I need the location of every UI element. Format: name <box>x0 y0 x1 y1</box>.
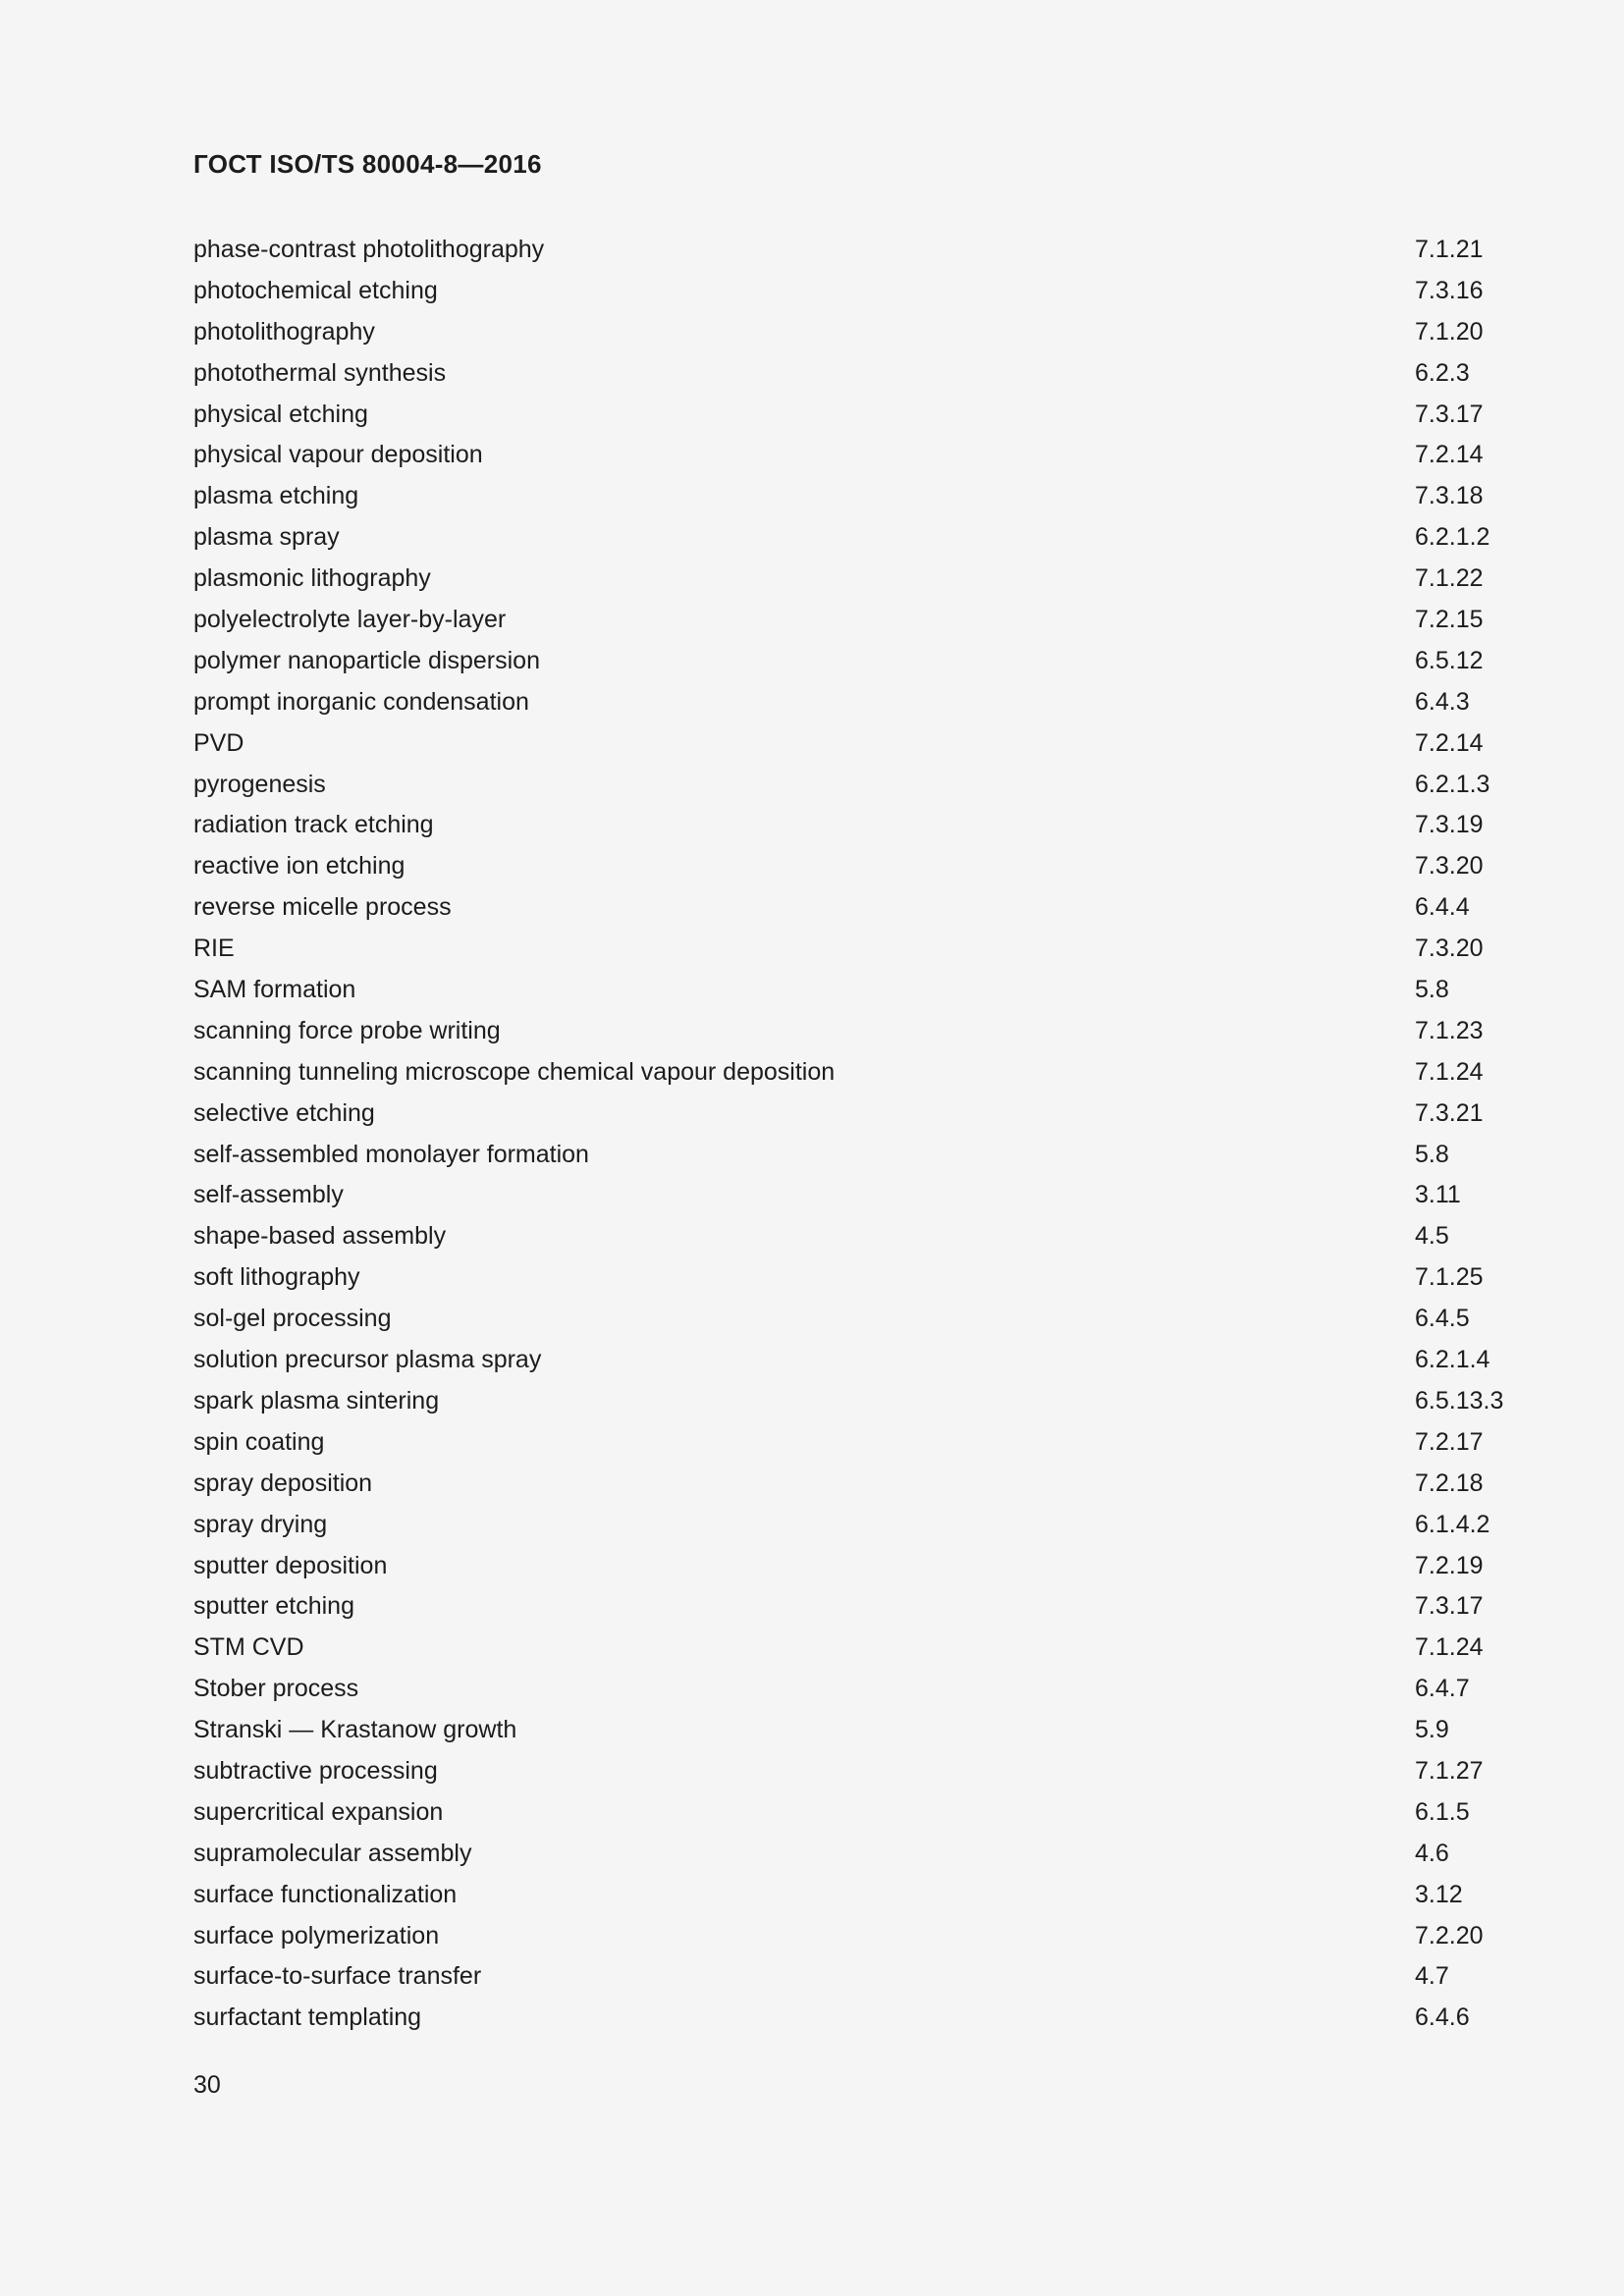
index-entry <box>193 1916 1484 1957</box>
index-term: spark plasma sintering <box>193 1386 440 1415</box>
index-entry <box>193 846 1484 887</box>
index-entry <box>193 1216 1470 1257</box>
index-term: photolithography <box>193 317 375 346</box>
index-entry <box>193 1956 1470 1998</box>
index-section-ref: 7.1.24 <box>1415 1057 1484 1086</box>
index-section-ref: 7.3.19 <box>1415 811 1484 839</box>
index-section-ref: 7.2.17 <box>1415 1427 1484 1456</box>
index-term: prompt inorganic condensation <box>193 687 529 716</box>
index-entry <box>193 1875 1470 1916</box>
index-term: physical etching <box>193 400 368 428</box>
index-section-ref: 4.6 <box>1415 1839 1449 1867</box>
index-section-ref: 6.4.7 <box>1415 1675 1470 1703</box>
index-term: scanning tunneling microscope chemical vapour deposition <box>193 1057 836 1086</box>
index-section-ref: 7.1.22 <box>1415 564 1484 593</box>
index-term: polyelectrolyte layer-by-layer <box>193 606 507 634</box>
index-section-ref: 6.5.13.3 <box>1415 1386 1504 1415</box>
index-term: photochemical etching <box>193 276 438 304</box>
index-term: reverse micelle process <box>193 893 452 922</box>
index-section-ref: 5.9 <box>1415 1716 1449 1744</box>
index-section-ref: 7.2.18 <box>1415 1468 1484 1497</box>
index-term: spray drying <box>193 1510 328 1538</box>
index-section-ref: 6.4.4 <box>1415 893 1470 922</box>
index-section-ref: 5.8 <box>1415 976 1449 1004</box>
index-entry <box>193 1710 1470 1751</box>
index-entry <box>193 435 1484 476</box>
index-term: plasmonic lithography <box>193 564 431 593</box>
index-entry <box>193 887 1470 929</box>
alphabetical-index-list <box>193 230 1504 2039</box>
index-section-ref: 6.2.3 <box>1415 358 1470 387</box>
index-section-ref: 7.1.20 <box>1415 317 1484 346</box>
index-term: phase-contrast photolithography <box>193 236 545 263</box>
index-section-ref: 7.3.20 <box>1415 852 1484 881</box>
index-entry <box>193 1257 1484 1299</box>
index-section-ref: 7.1.27 <box>1415 1756 1484 1785</box>
index-term: surface-to-surface transfer <box>193 1962 482 1991</box>
index-section-ref: 7.2.20 <box>1415 1921 1484 1949</box>
index-term: SAM formation <box>193 976 356 1004</box>
index-term: sputter etching <box>193 1592 354 1621</box>
index-section-ref: 6.2.1.2 <box>1415 523 1490 552</box>
index-entry <box>193 682 1470 723</box>
index-term: pyrogenesis <box>193 770 326 798</box>
index-section-ref: 3.11 <box>1415 1181 1461 1209</box>
index-term: sol-gel processing <box>193 1305 392 1333</box>
index-entry <box>193 1381 1504 1422</box>
index-entry <box>193 1546 1484 1587</box>
index-term: radiation track etching <box>193 811 434 839</box>
index-section-ref: 6.5.12 <box>1415 646 1484 674</box>
index-term: self-assembled monolayer formation <box>193 1140 589 1168</box>
index-entry <box>193 230 1484 271</box>
index-section-ref: 7.2.14 <box>1415 728 1484 757</box>
index-section-ref: 7.2.19 <box>1415 1551 1484 1579</box>
index-entry <box>193 476 1484 517</box>
index-section-ref: 7.3.17 <box>1415 400 1484 428</box>
index-entry <box>193 1422 1484 1464</box>
index-section-ref: 7.1.25 <box>1415 1263 1484 1292</box>
index-term: solution precursor plasma spray <box>193 1346 542 1374</box>
index-entry <box>193 805 1484 846</box>
index-term: sputter deposition <box>193 1551 388 1579</box>
index-section-ref: 7.3.20 <box>1415 934 1484 963</box>
index-entry <box>193 929 1484 970</box>
index-section-ref: 6.4.5 <box>1415 1305 1470 1333</box>
index-section-ref: 7.3.18 <box>1415 482 1484 510</box>
index-section-ref: 4.5 <box>1415 1222 1449 1251</box>
index-section-ref: 7.2.15 <box>1415 606 1484 634</box>
index-section-ref: 6.2.1.4 <box>1415 1346 1490 1374</box>
index-entry <box>193 1175 1470 1216</box>
index-term: supercritical expansion <box>193 1797 444 1826</box>
index-entry <box>193 271 1484 312</box>
index-entry <box>193 1586 1484 1628</box>
index-section-ref: 6.1.5 <box>1415 1797 1470 1826</box>
index-term: spin coating <box>193 1427 325 1456</box>
index-entry <box>193 517 1490 559</box>
index-section-ref: 7.1.23 <box>1415 1016 1484 1044</box>
index-term: STM CVD <box>193 1633 304 1662</box>
index-section-ref: 5.8 <box>1415 1140 1449 1168</box>
index-section-ref: 6.4.6 <box>1415 2003 1470 2032</box>
index-term: scanning force probe writing <box>193 1016 501 1044</box>
index-entry <box>193 353 1470 395</box>
index-term: supramolecular assembly <box>193 1839 472 1867</box>
index-term: subtractive processing <box>193 1756 438 1785</box>
index-term: surfactant templating <box>193 2003 422 2032</box>
index-entry <box>193 1299 1470 1340</box>
index-entry <box>193 395 1484 436</box>
index-section-ref: 7.3.16 <box>1415 276 1484 304</box>
index-term: surface functionalization <box>193 1880 458 1908</box>
index-entry <box>193 1628 1484 1669</box>
index-term: shape-based assembly <box>193 1222 447 1251</box>
index-entry <box>193 1094 1484 1135</box>
index-term: surface polymerization <box>193 1921 440 1949</box>
index-entry <box>193 1464 1484 1505</box>
index-entry <box>193 559 1484 600</box>
index-term: plasma spray <box>193 523 340 552</box>
index-term: plasma etching <box>193 482 359 510</box>
index-section-ref: 7.1.21 <box>1415 236 1484 263</box>
index-term: physical vapour deposition <box>193 441 483 469</box>
index-entry <box>193 1998 1470 2039</box>
index-entry <box>193 1505 1490 1546</box>
index-section-ref: 6.1.4.2 <box>1415 1510 1490 1538</box>
index-section-ref: 6.2.1.3 <box>1415 770 1490 798</box>
index-entry <box>193 312 1484 353</box>
index-entry <box>193 1011 1484 1052</box>
index-term: soft lithography <box>193 1263 360 1292</box>
index-term: Stober process <box>193 1675 359 1703</box>
index-entry <box>193 765 1490 806</box>
index-term: reactive ion etching <box>193 852 406 881</box>
page-number: 30 <box>193 2071 221 2099</box>
index-section-ref: 6.4.3 <box>1415 687 1470 716</box>
index-term: polymer nanoparticle dispersion <box>193 646 540 674</box>
index-entry <box>193 1669 1470 1710</box>
index-term: PVD <box>193 728 244 757</box>
index-section-ref: 3.12 <box>1415 1880 1463 1908</box>
index-entry <box>193 1751 1484 1792</box>
index-term: self-assembly <box>193 1181 344 1209</box>
index-entry <box>193 1340 1490 1381</box>
index-entry <box>193 1792 1470 1834</box>
index-term: Stranski — Krastanow growth <box>193 1716 517 1744</box>
index-entry <box>193 1135 1470 1176</box>
index-term: selective etching <box>193 1098 375 1127</box>
index-section-ref: 7.1.24 <box>1415 1633 1484 1662</box>
index-entry <box>193 600 1484 641</box>
index-section-ref: 7.3.17 <box>1415 1592 1484 1621</box>
document-header-title: ГОСТ ISO/TS 80004-8—2016 <box>193 149 542 179</box>
index-entry <box>193 723 1484 765</box>
index-term: photothermal synthesis <box>193 358 447 387</box>
index-term: spray deposition <box>193 1468 373 1497</box>
index-section-ref: 7.3.21 <box>1415 1098 1484 1127</box>
index-entry <box>193 1834 1470 1875</box>
index-section-ref: 7.2.14 <box>1415 441 1484 469</box>
index-section-ref: 4.7 <box>1415 1962 1449 1991</box>
index-entry <box>193 970 1470 1011</box>
index-entry <box>193 641 1484 682</box>
index-entry <box>193 1052 1484 1094</box>
index-term: RIE <box>193 934 235 963</box>
